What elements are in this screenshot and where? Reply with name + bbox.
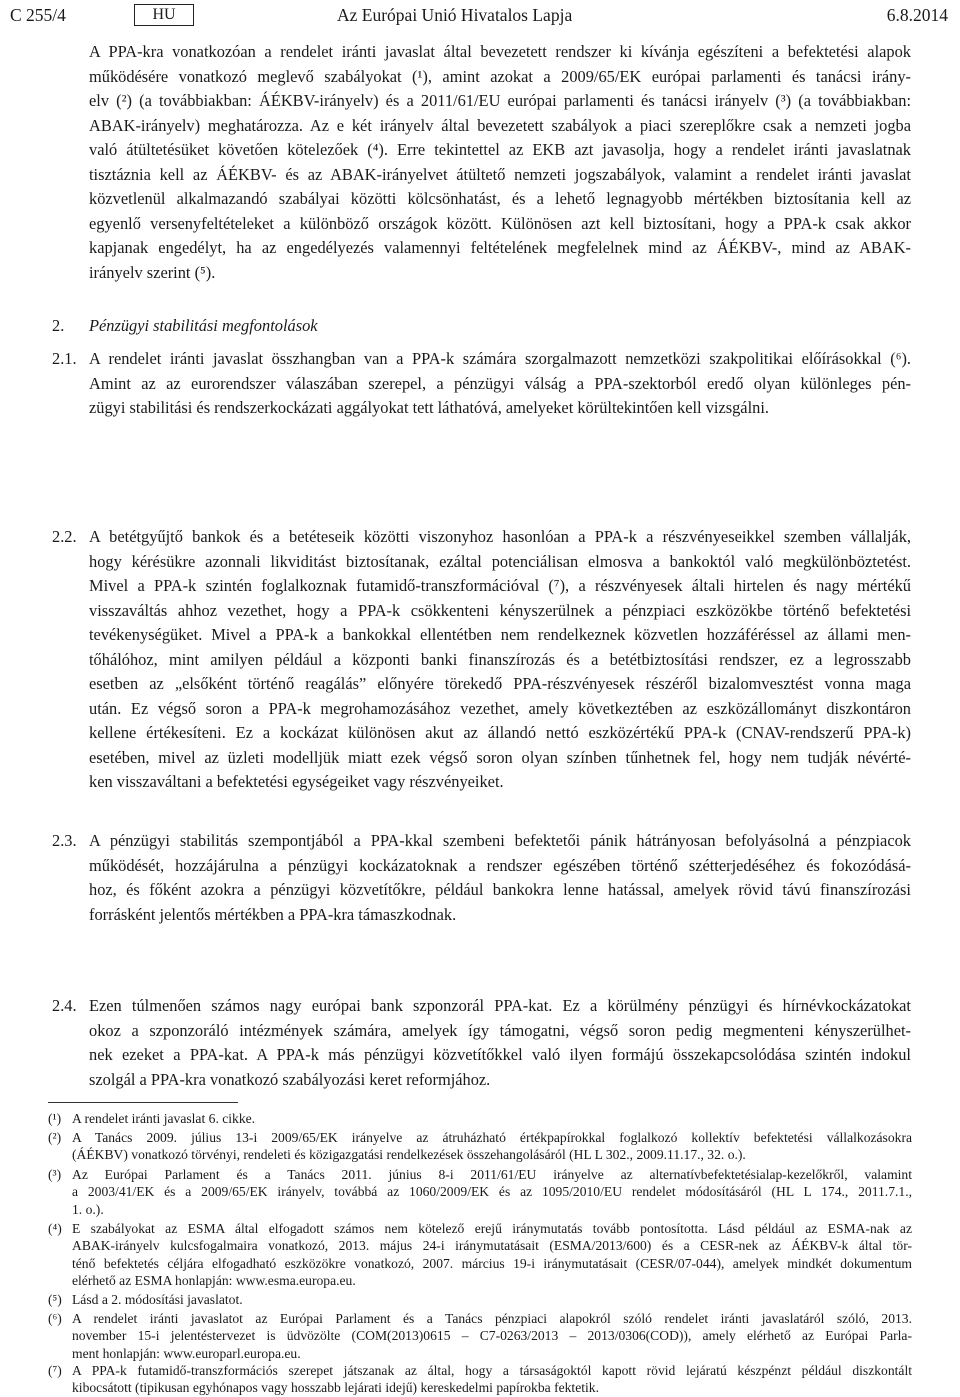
text-line: után. Ez végső soron a PPA-k megrohamozásához vezethet, amely következtében az eszközállományt diszkontáron [89,698,911,718]
text-line: nek ezeket a PPA-kat. A PPA-k más pénzügyi közvetítőkkel való ilyen formájú összekapcsolódása szintén indokul [89,1045,911,1064]
subsection-2-2 [89,525,911,795]
journal-title: Az Európai Unió Hivatalos Lapja [337,5,573,25]
subsection-number: 2.2. [52,527,77,546]
text-line: esetében, mivel az üzleti modelljük miatt ezek végső soron olyan színben tűnhetnek fel, hogy nem tudják névérté- [89,747,911,767]
footnote-line: ténő befektetés céljára elfogadható eszközökre vonatkozó, 2007. március 19-i iránymutatásait (CESR/07-044), amelyek mindkét dokumentum [72,1255,912,1271]
text-line: A pénzügyi stabilitás szempontjából a PPA-kkal szembeni befektetői pánik hátrányosan befolyásolná a pénzpiacok [89,831,911,850]
footnote-line: a 2003/41/EK és a 2009/65/EK irányelv, továbbá az 1060/2009/EK és az 1095/2010/EU rendelet módosításáról (HL L 174., 2011.7.1., [72,1184,912,1200]
intro-paragraph [89,40,911,285]
section-title-text: Pénzügyi stabilitási megfontolások [89,316,318,335]
text-line: forrásként jelentős mértékben a PPA-kra támaszkodnak. [89,904,457,924]
text-line: tevékenységüket. Mivel a PPA-k a bankokkal ellentétben nem rendelkeznek közvetlen hozzáféréssel az állami men- [89,625,911,644]
footnote-line: kibocsátott (tipikusan egyhónapos vagy hosszabb lejárati idejű) kereskedelmi papírokba fektetik. [72,1380,599,1396]
footnote-marker: (⁷) [48,1363,62,1378]
text-line: ken visszaváltani a befektetési egységeiket vagy részvényeiket. [89,772,504,791]
subsection-2-4 [89,994,911,1092]
footnote-line: E szabályokat az ESMA által elfogadott számos nem kötelező erejű iránymutatás tovább pontosította. Lásd például az ESMA-nak az [72,1221,912,1236]
footnote-line: A rendelet iránti javaslat 6. cikke. [72,1111,256,1126]
text-line: hoz, és főként azokra a pénzügyi közvetítőkre, például bankokra lenne hatással, amelyek rövid távú finanszírozási [89,880,911,899]
footnote-line: A Tanács 2009. július 13-i 2009/65/EK irányelve az átruházható értékpapírokkal foglalkozó kollektív befektetési vállalkozásokra [72,1130,912,1145]
text-line: hogy kérésükre azonnali likviditást biztosítanak, ezáltal potenciálisan elmosva a bankoktól való megkülönböztetést. [89,551,911,571]
footnote-marker: (³) [48,1167,62,1182]
footnote-line: Az Európai Parlament és a Tanács 2011. június 8-i 2011/61/EU irányelve az alternatívbefektetésialap-kezelőkről, valamint [72,1167,912,1182]
footnote-marker: (⁴) [48,1221,62,1236]
text-line: Amint az az eurorendszer válaszában szerepel, a pénzügyi válság a PPA-szektorból eredő olyan különleges pén- [89,373,911,393]
footnote-line: 1. o.). [72,1201,104,1217]
text-line: esetben az „elsőként történő reagálás” előnyére törekedő PPA-részvényesek részéről bizalomvesztést vonna maga [89,674,911,693]
footnote-marker: (⁵) [48,1292,62,1307]
text-line: A betétgyűjtő bankok és a betéteseik közötti viszonyhoz hasonlóan a PPA-k a részvényeseikkel szemben vállalják, [89,527,911,546]
footnote-line: ABAK-irányelv kulcsfogalmaira vonatkozó, 2013. május 24-i iránymutatásait (ESMA/2013/600) és a CESR-nek az ÁÉKBV-k által tör- [72,1238,912,1254]
subsection-number: 2.3. [52,831,77,850]
footnote-line: (ÁÉKBV) vonatkozó törvényi, rendeleti és közigazgatási rendelkezések összehangolásáról (HL L 302., 2009.11.17., 32. o.). [72,1147,746,1163]
footnote-line: A PPA-k futamidő-transzformációs szerepet játszanak az által, hogy a társaságoktól kapott rövid lejáratú készpénzt például diszkontált [72,1363,912,1378]
language-badge: HU [134,4,194,26]
footnote-divider [48,1102,238,1103]
text-line: visszaváltás ahhoz vezethet, hogy a PPA-k csökkenteni kényszerülnek a pénzpiaci eszközökbe történő befektetési [89,600,911,620]
footnote-marker: (¹) [48,1111,62,1126]
subsection-2-3 [89,829,911,927]
text-line: zügyi stabilitási és rendszerkockázati aggályokat tett láthatóvá, amelyeket körültekintően kell vizsgálni. [89,398,769,417]
section-number: 2. [52,316,65,335]
footnote-marker: (²) [48,1130,62,1145]
subsection-number: 2.1. [52,349,77,368]
footnote-line: elérhető az ESMA honlapján: www.esma.europa.eu. [72,1273,356,1289]
text-line: elv (²) (a továbbiakban: ÁÉKBV-irányelv) és a 2011/61/EU európai parlamenti és tanácsi irányelv (³) (a továbbiakban: [89,91,911,110]
text-line: kapjanak engedélyt, ha az engedélyezés valamennyi feltételének megfelelnek mind az ÁÉKBV-, mind az ABAK- [89,238,911,257]
text-line: tőhálóhoz, mint amilyen például a központi banki finanszírozás és a betétbiztosítási rendszer, ez a legrosszabb [89,649,911,669]
text-line: Mivel a PPA-k szintén foglalkoznak futamidő-transzformációval (⁷), a részvényesek általi hirtelen és nagy mértékű [89,576,911,595]
text-line: irányelv szerint (⁵). [89,262,216,282]
text-line: A PPA-kra vonatkozóan a rendelet iránti javaslat által bevezetett rendszer ki kívánja egészíteni a befektetési alapok [89,42,911,61]
publication-date: 6.8.2014 [886,5,948,25]
subsection-2-1 [89,347,911,421]
text-line: okoz a szponzoráló intézmények számára, amelyek így támogatni, végső soron pedig megmenteni kényszerülhet- [89,1020,911,1040]
text-line: működésére vonatkozó meglevő szabályokat (¹), amint azokat a 2009/65/EK európai parlamenti és tanácsi irány- [89,66,911,86]
text-line: Ezen túlmenően számos nagy európai bank szponzorál PPA-kat. Ez a körülmény pénzügyi és hírnévkockázatokat [89,996,911,1015]
text-line: kellene értékesíteni. Ez a kockázat különösen akut az állandó nettó eszközértékű PPA-k (CNAV-rendszerű PPA-k) [89,723,911,742]
footnote-line: A rendelet iránti javaslatot az Európai Parlament és a Tanács pénzpiaci alapokról szóló rendelet iránti javaslatáról szóló, 2013. [72,1311,912,1326]
text-line: szolgál a PPA-kra vonatkozó szabályozási keret reformjához. [89,1069,491,1089]
footnote-line: Lásd a 2. módosítási javaslatot. [72,1292,243,1307]
footnote-marker: (⁶) [48,1311,62,1326]
text-line: működését, hozzájárulna a pénzügyi kockázatoknak a rendszer egészében történő szétterjedéséhez és fokozódásá- [89,855,911,875]
text-line: ABAK-irányelv) meghatározza. Az e két irányelv által bevezetett szabályok a piaci szereplőkre csak a nemzeti jogba [89,115,911,135]
text-line: egyenlő versenyfeltételeket a különböző országok között. Különösen azt kell biztosítani, hogy a PPA-k csak akkor [89,213,911,233]
page-reference: C 255/4 [10,5,66,25]
subsection-number: 2.4. [52,996,77,1015]
text-line: való átültetésüket követően kötelezőek (⁴). Erre tekintettel az EKB azt javasolja, hogy a rendelet iránti javaslatnak [89,140,911,159]
text-line: A rendelet iránti javaslat összhangban van a PPA-k számára szorgalmazott nemzetközi szakpolitikai előírásokkal (⁶). [89,349,911,368]
footnote-line: ment honlapján: www.europarl.europa.eu. [72,1345,301,1361]
text-line: tisztáznia kell az ÁÉKBV- és az ABAK-irányelvet átültető nemzeti jogszabályok, valamint a rendelet iránti javaslat [89,164,911,184]
text-line: közvetlenül alkalmazandó szabályai közötti kölcsönhatást, és a lehető legnagyobb mértékben biztosítania kell az [89,189,911,208]
section-title [89,314,911,339]
footnote-line: november 15-i jelentéstervezet is üdvözölte (COM(2013)0615 – C7-0263/2013 – 2013/0306(COD)), amely elérhető az Európai Parla- [72,1328,912,1344]
